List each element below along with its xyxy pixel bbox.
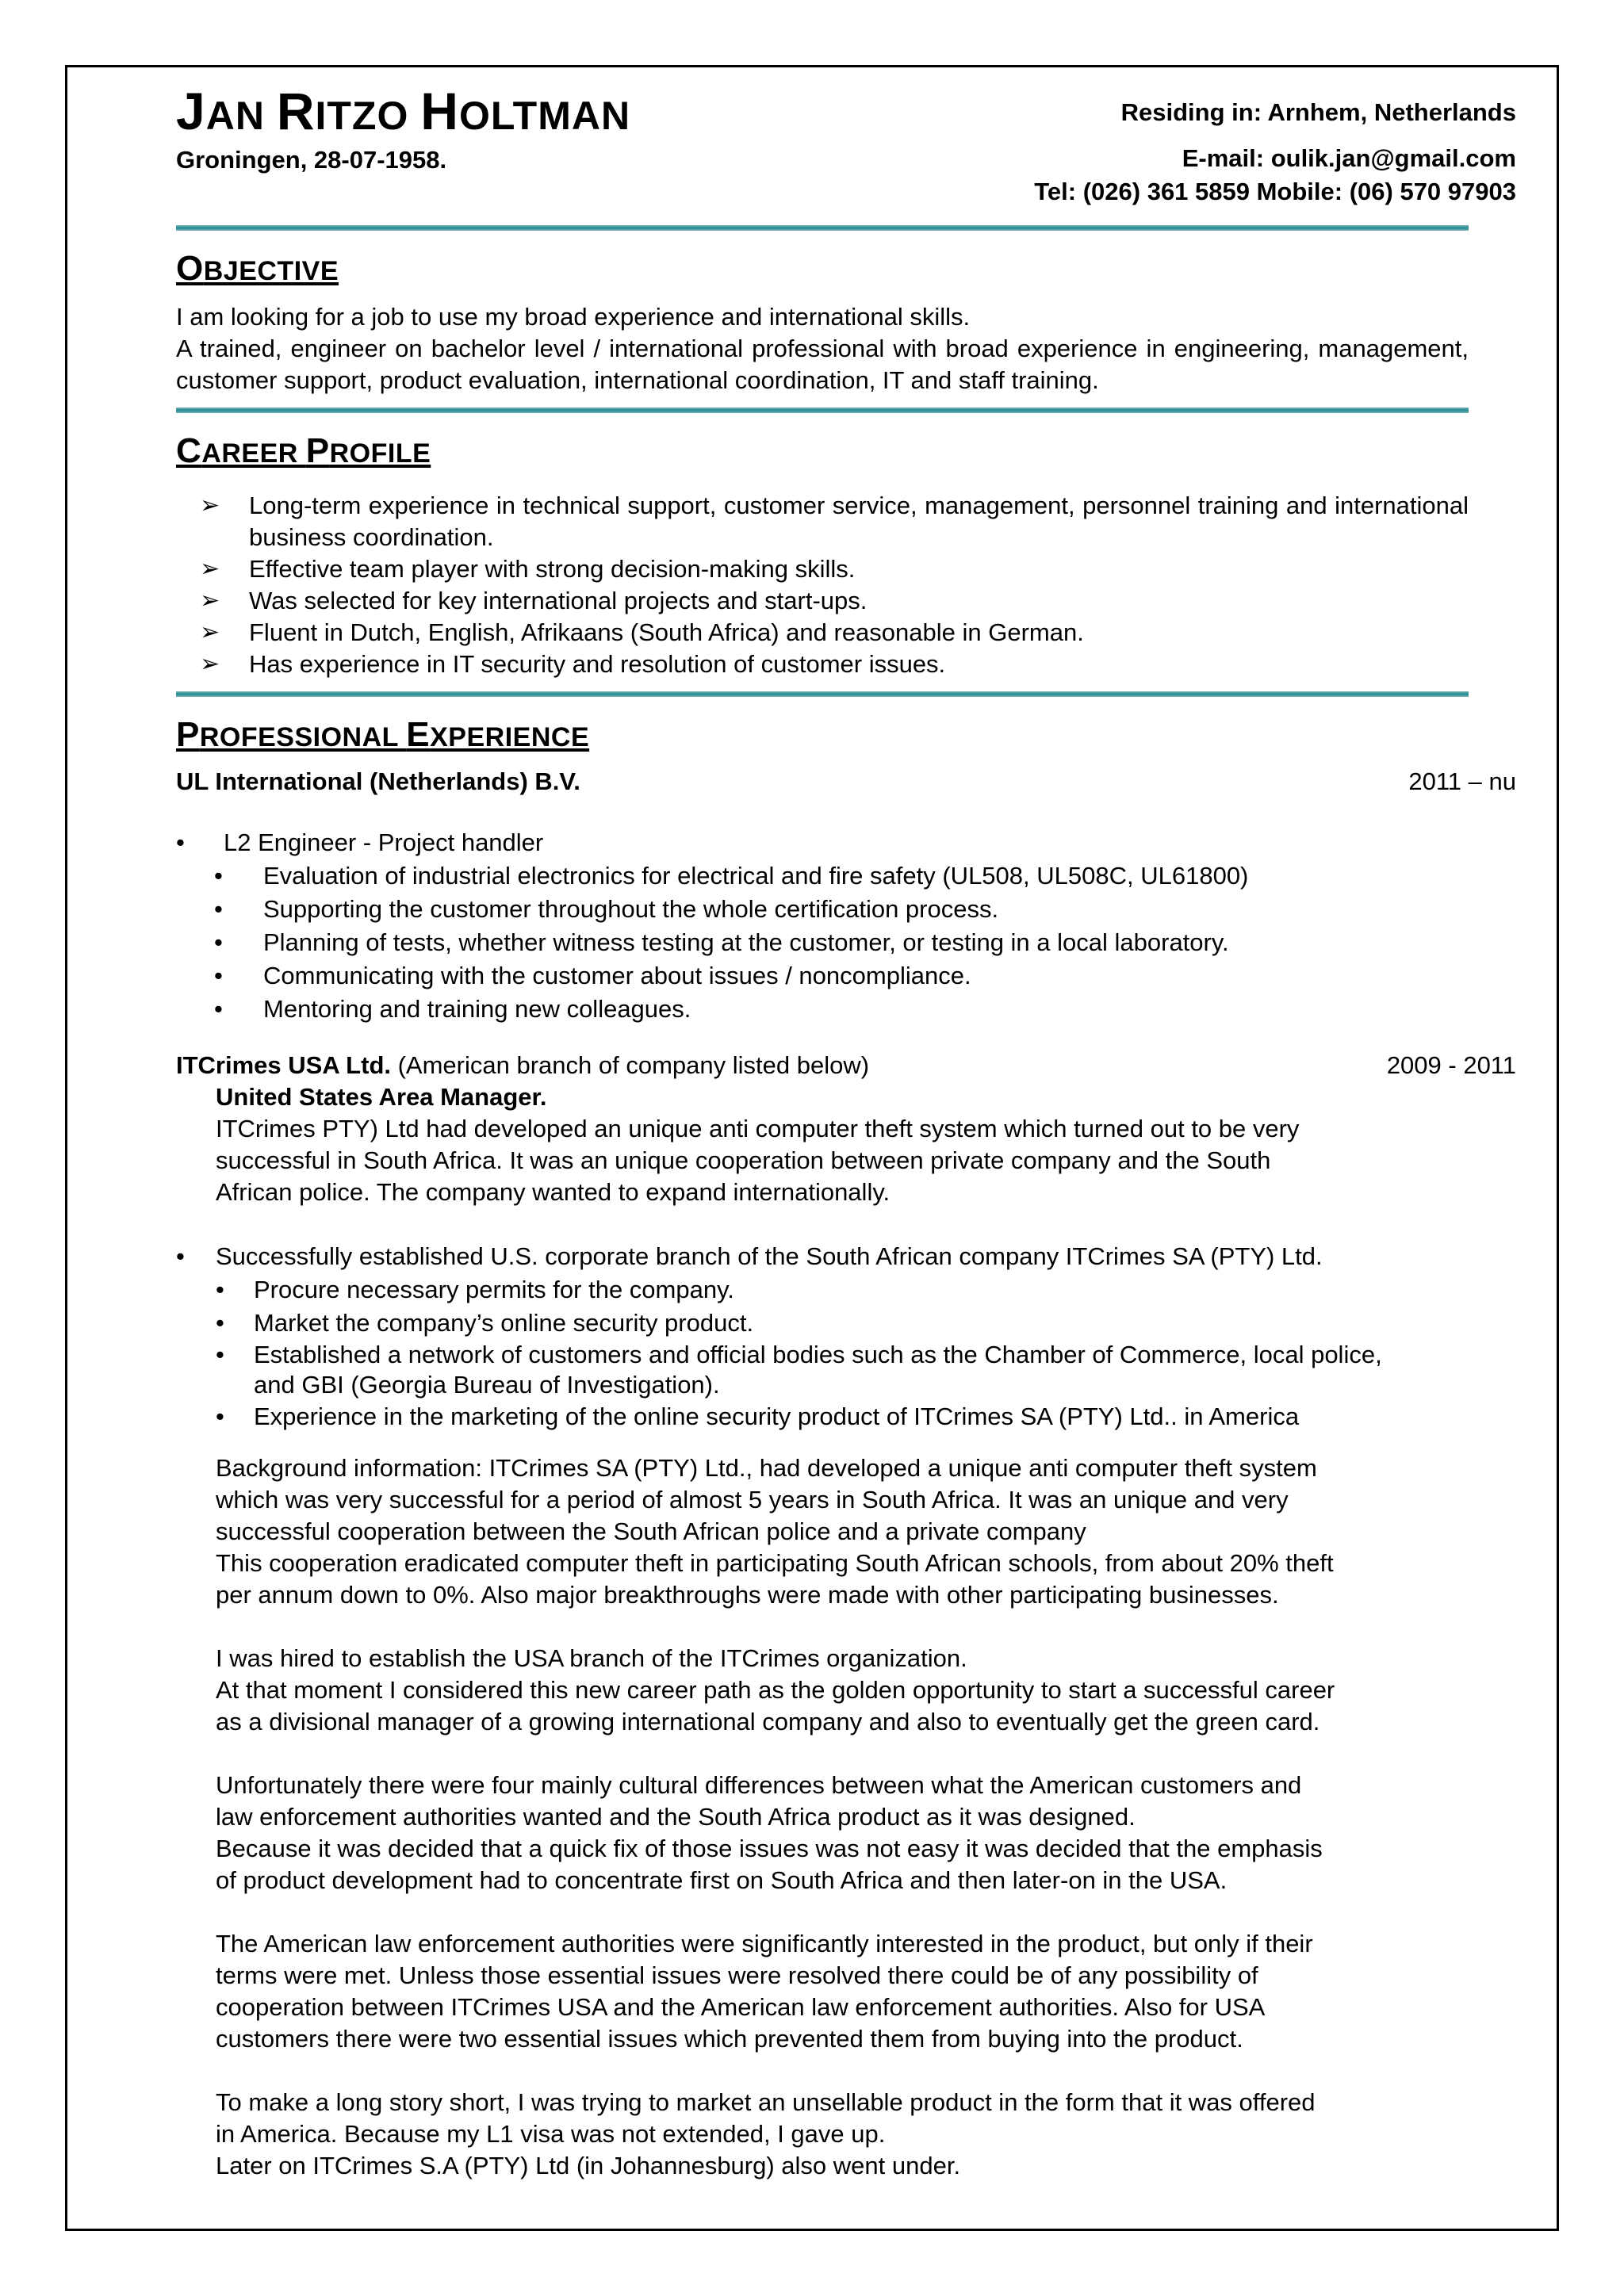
bullet-icon: •	[216, 1276, 224, 1303]
company-name: ITCrimes USA Ltd.	[176, 1051, 391, 1079]
list-item: ➢ Long-term experience in technical support, customer service, management, personnel training and international business coordination.	[200, 492, 1469, 551]
objective-line-1: I am looking for a job to use my broad experience and international skills.	[176, 303, 971, 331]
phone: Tel: (026) 361 5859 Mobile: (06) 570 97903	[1034, 178, 1516, 205]
bullet-icon: •	[214, 962, 223, 989]
candidate-name: JAN RITZO HOLTMAN	[176, 82, 631, 140]
resume-page	[176, 79, 1516, 2182]
authorities-paragraph: The American law enforcement authorities were significantly interested in the product, but only if their terms were met. Unless those essential issues were resolved there could be of any possibility of cooperation between ITCrimes USA and the American law enforcement authorities. Also for USA customers there were two essential issues which prevented them from buying into the product.	[216, 1930, 1313, 2053]
bullet-icon: •	[216, 1341, 224, 1368]
section-title-career-profile: CAREER PROFILE	[176, 431, 431, 470]
job-intro: United States Area Manager. ITCrimes PTY) Ltd had developed an unique anti computer theft system which turned out to be very successful in South Africa. It was an unique cooperation between private company and the South African police. The company wanted to expand internationally.	[176, 1081, 1516, 1208]
list-item: • Evaluation of industrial electronics for electrical and fire safety (UL508, UL508C, UL61800)	[176, 859, 1516, 893]
job-ul-header	[176, 766, 1516, 798]
list-item: • Communicating with the customer about issues / noncompliance.	[176, 959, 1516, 993]
list-item: • Established a network of customers and official bodies such as the Chamber of Commerce, local police, and GBI (Georgia Bureau of Investigation).	[216, 1341, 1382, 1399]
arrow-bullet-icon: ➢	[200, 619, 220, 645]
list-item: ➢ Fluent in Dutch, English, Afrikaans (South Africa) and reasonable in German.	[176, 617, 1469, 649]
job1-task-list	[176, 859, 1516, 1026]
header	[176, 79, 1516, 143]
job-period: 2009 - 2011	[1386, 1051, 1516, 1079]
job-period: 2011 – nu	[1408, 767, 1516, 795]
list-item: • Experience in the marketing of the online security product of ITCrimes SA (PTY) Ltd.. in America	[176, 1400, 1516, 1433]
background-paragraph: Background information: ITCrimes SA (PTY) Ltd., had developed a unique anti computer theft system which was very successful for a period of almost 5 years in South Africa. It was an unique and very successful cooperation between the South African police and a private company This cooperation eradicated computer theft in participating South African schools, from about 20% theft per annum down to 0%. Also major breakthroughs were made with other participating businesses.	[216, 1454, 1334, 1609]
divider	[176, 225, 1469, 231]
list-item: ➢ Was selected for key international projects and start-ups.	[176, 585, 1469, 617]
job2-sub-bullets	[176, 1273, 1516, 1433]
bullet-icon: •	[214, 928, 223, 956]
differences-paragraph: Unfortunately there were four mainly cultural differences between what the American customers and law enforcement authorities wanted and the South Africa product as it was designed. Because it was decided that a quick fix of those issues was not easy it was decided that the emphasis of product development had to concentrate first on South Africa and then later-on in the USA.	[216, 1771, 1323, 1894]
section-title-professional-experience: PROFESSIONAL EXPERIENCE	[176, 715, 590, 754]
section-title-objective: OBJECTIVE	[176, 249, 339, 288]
list-item: ➢ Effective team player with strong decision-making skills.	[176, 553, 1469, 585]
job-role: United States Area Manager.	[216, 1083, 547, 1111]
arrow-bullet-icon: ➢	[200, 587, 220, 614]
divider	[176, 691, 1469, 697]
list-item: • Planning of tests, whether witness testing at the customer, or testing in a local laboratory.	[176, 926, 1516, 959]
bullet-icon: •	[214, 895, 223, 923]
company-note: (American branch of company listed below)	[391, 1051, 870, 1079]
bullet-icon: •	[176, 828, 185, 856]
list-item: • Successfully established U.S. corporate branch of the South African company ITCrimes SA (PTY) Ltd.	[176, 1240, 1516, 1273]
arrow-bullet-icon: ➢	[200, 556, 220, 582]
job-itcrimes-header	[176, 1050, 1516, 1081]
bullet-icon: •	[214, 995, 223, 1023]
email: E-mail: oulik.jan@gmail.com	[1182, 144, 1516, 172]
hired-paragraph: I was hired to establish the USA branch of the ITCrimes organization. At that moment I considered this new career path as the golden opportunity to start a successful career as a divisional manager of a growing international company and also to eventually get the green card.	[216, 1644, 1335, 1735]
list-item: ➢ Has experience in IT security and resolution of customer issues.	[176, 649, 1469, 680]
bullet-icon: •	[214, 862, 223, 890]
objective-line-2: A trained, engineer on bachelor level / international professional with broad experience in engineering, management, customer support, product evaluation, international coordination, IT and staff training.	[176, 335, 1469, 394]
list-item: • Procure necessary permits for the company.	[176, 1273, 1516, 1307]
bullet-icon: •	[216, 1309, 224, 1337]
arrow-bullet-icon: ➢	[200, 651, 220, 677]
list-item: • Market the company’s online security product.	[176, 1307, 1516, 1340]
list-item: • Mentoring and training new colleagues.	[176, 993, 1516, 1026]
list-item: • Supporting the customer throughout the whole certification process.	[176, 893, 1516, 926]
arrow-bullet-icon: ➢	[200, 492, 220, 519]
career-profile-list	[176, 490, 1469, 680]
list-item: • L2 Engineer - Project handler	[176, 826, 1516, 859]
conclusion-paragraph: To make a long story short, I was trying to market an unsellable product in the form that it was offered in America. Because my L1 visa was not extended, I gave up. Later on ITCrimes S.A (PTY) Ltd (in Johannesburg) also went under.	[216, 2088, 1316, 2179]
bullet-icon: •	[216, 1402, 224, 1430]
divider	[176, 408, 1469, 413]
residence: Residing in: Arnhem, Netherlands	[1120, 98, 1516, 126]
bullet-icon: •	[176, 1242, 185, 1270]
birth-info: Groningen, 28-07-1958.	[176, 146, 447, 174]
company-name: UL International (Netherlands) B.V.	[176, 767, 580, 795]
